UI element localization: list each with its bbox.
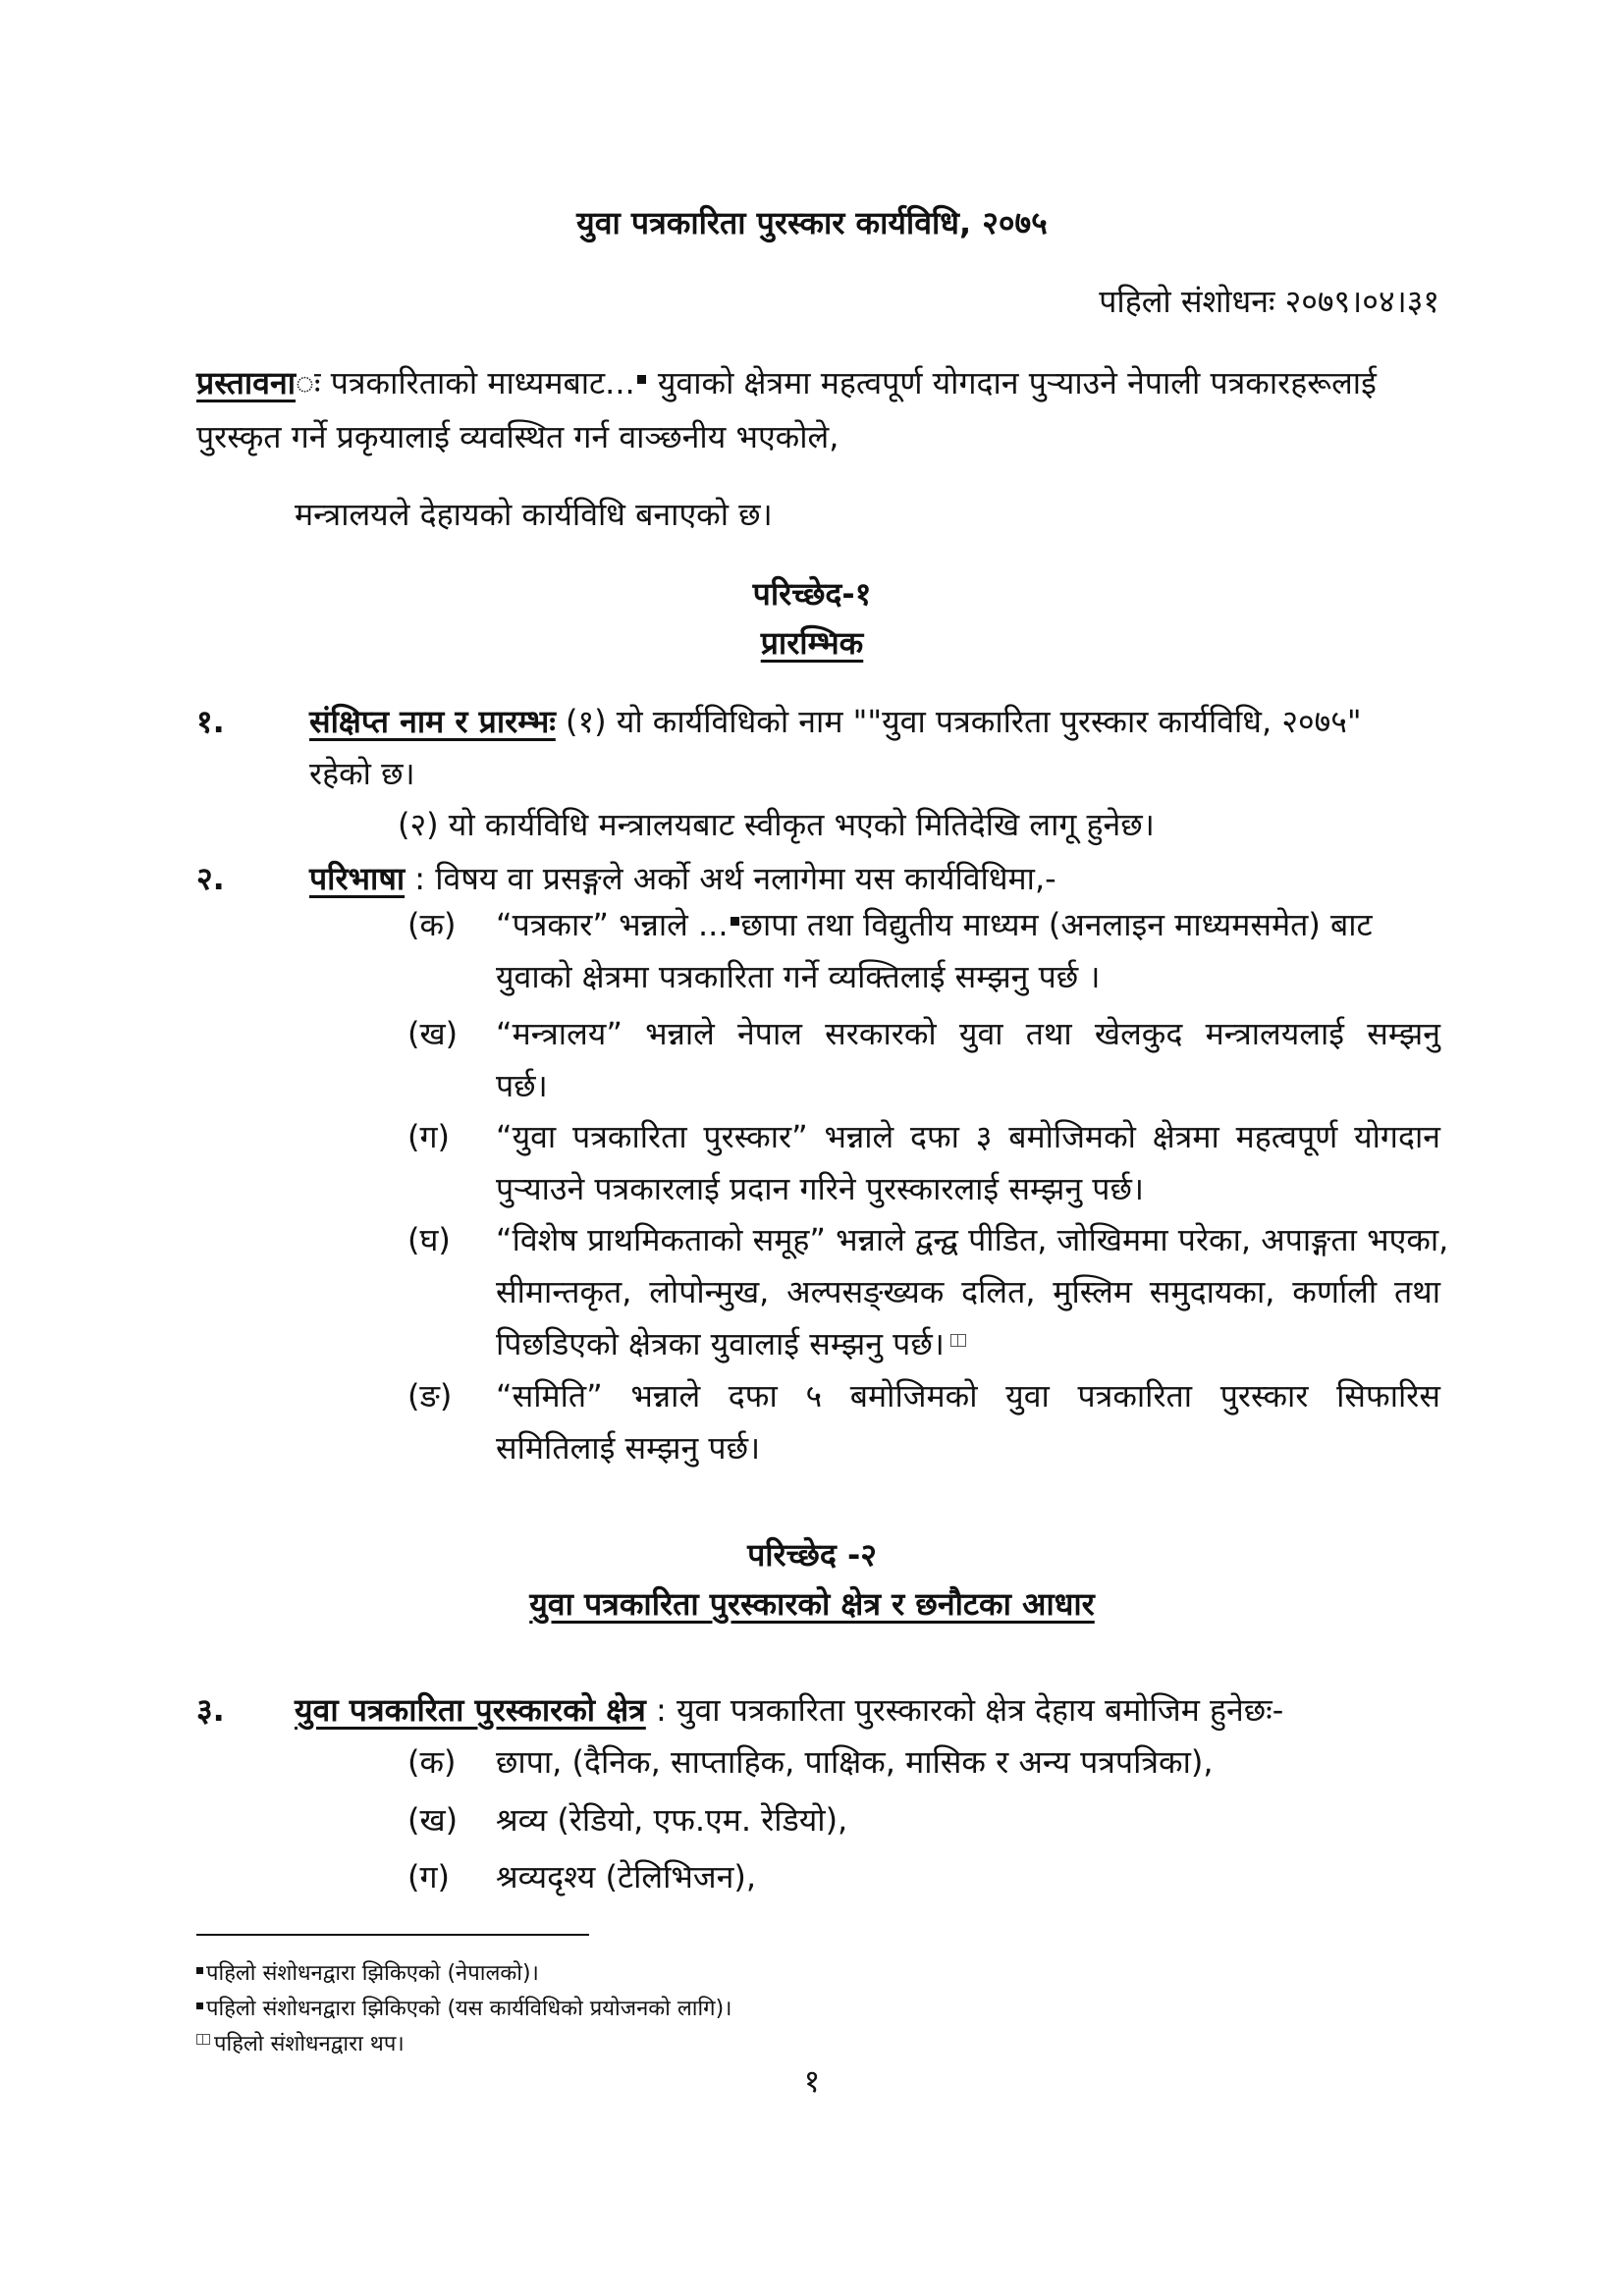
preamble-text-2: युवाको क्षेत्रमा महत्वपूर्ण योगदान पुऱ्याउने नेपाली पत्रकारहरूलाई xyxy=(647,364,1377,401)
section-1-line-1 xyxy=(309,700,1362,742)
section-3-number: ३. xyxy=(196,1691,225,1729)
definition-item-label: (ङ) xyxy=(407,1377,453,1415)
addition-marker-icon xyxy=(196,2034,210,2045)
preamble-line-1 xyxy=(196,361,1439,403)
definition-item-label: (ख) xyxy=(407,1015,459,1052)
amendment-note: पहिलो संशोधनः २०७९।०४।३१ xyxy=(1099,283,1439,320)
definition-item-line: “मन्त्रालय” भन्नाले नेपाल सरकारको युवा तथा खेलकुद मन्त्रालयलाई सम्झनु xyxy=(496,1015,1440,1052)
section-3-heading: युवा पत्रकारिता पुरस्कारको क्षेत्र xyxy=(295,1691,646,1729)
definition-item-line: समितिलाई सम्झनु पर्छ। xyxy=(496,1429,761,1467)
section-1-heading: संक्षिप्त नाम र प्रारम्भः xyxy=(309,703,556,740)
footnote-text: पहिलो संशोधनद्वारा झिकिएको (यस कार्यविधिको प्रयोजनको लागि)। xyxy=(206,1997,732,2021)
scope-item-text: श्रव्यदृश्य (टेलिभिजन), xyxy=(496,1858,757,1896)
definition-item-line: “युवा पत्रकारिता पुरस्कार” भन्नाले दफा ३ बमोजिमको क्षेत्रमा महत्वपूर्ण योगदान xyxy=(496,1118,1440,1155)
footnote-1 xyxy=(196,1957,539,1987)
section-2-heading: परिभाषा xyxy=(309,860,406,897)
section-1-line-2: रहेको छ। xyxy=(309,755,415,792)
footnote-marker-icon xyxy=(637,375,646,384)
scope-item-label: (क) xyxy=(407,1743,457,1781)
footnote-marker-icon xyxy=(731,917,739,926)
definition-item-line xyxy=(496,903,1440,945)
definition-item-line: पर्छ। xyxy=(496,1067,548,1104)
footnote-marker-icon xyxy=(196,2002,203,2009)
scope-item-text: छापा, (दैनिक, साप्ताहिक, पाक्षिक, मासिक र अन्य पत्रपत्रिका), xyxy=(496,1743,1214,1781)
chapter-2-label: परिच्छेद -२ xyxy=(747,1536,877,1574)
document-title: युवा पत्रकारिता पुरस्कार कार्यविधि, २०७५ xyxy=(576,204,1048,241)
definition-item-label: (घ) xyxy=(407,1221,451,1258)
scope-item-text: श्रव्य (रेडियो, एफ.एम. रेडियो), xyxy=(496,1801,848,1839)
preamble-heading: प्रस्तावना xyxy=(196,364,297,401)
definition-item-line: युवाको क्षेत्रमा पत्रकारिता गर्ने व्यक्तिलाई सम्झनु पर्छ । xyxy=(496,958,1101,995)
scope-item-label: (ग) xyxy=(407,1858,450,1896)
footnote-3 xyxy=(196,2028,405,2057)
footnote-text: पहिलो संशोधनद्वारा थप। xyxy=(214,2032,405,2056)
definition-item-line xyxy=(496,1322,966,1364)
footnote-divider xyxy=(196,1934,589,1936)
section-1-number: १. xyxy=(196,703,225,740)
definition-item-line: पुऱ्याउने पत्रकारलाई प्रदान गरिने पुरस्कारलाई सम्झनु पर्छ। xyxy=(496,1170,1145,1207)
definition-item-label: (क) xyxy=(407,906,457,943)
definition-term: “पत्रकार” भन्नाले ... xyxy=(496,906,729,943)
definition-text: छापा तथा विद्युतीय माध्यम (अनलाइन माध्यमसमेत) बाट xyxy=(740,906,1373,943)
preamble-separator: ः xyxy=(296,364,321,401)
enactment-clause: मन्त्रालयले देहायको कार्यविधि बनाएको छ। xyxy=(295,496,773,533)
addition-marker-icon xyxy=(950,1334,966,1347)
definition-text: पिछडिएको क्षेत्रका युवालाई सम्झनु पर्छ। xyxy=(496,1325,945,1362)
scope-item-label: (ख) xyxy=(407,1801,459,1839)
chapter-1-label: परिच्छेद-१ xyxy=(752,575,872,613)
section-3-line-1 xyxy=(295,1688,1283,1731)
footnote-marker-icon xyxy=(196,1967,203,1974)
section-2-number: २. xyxy=(196,860,225,897)
page-number: १ xyxy=(803,2062,821,2100)
footnote-2 xyxy=(196,1993,732,2022)
section-2-line-1 xyxy=(309,857,1056,899)
chapter-1-heading: प्रारम्भिक xyxy=(760,624,864,662)
section-1-subsection-2: (२) यो कार्यविधि मन्त्रालयबाट स्वीकृत भएको मितिदेखि लागू हुनेछ। xyxy=(398,806,1155,843)
preamble-line-2: पुरस्कृत गर्ने प्रकृयालाई व्यवस्थित गर्न वाञ्छनीय भएकोले, xyxy=(196,418,839,455)
section-2-text: : विषय वा प्रसङ्गले अर्को अर्थ नलागेमा यस कार्यविधिमा,- xyxy=(405,860,1056,897)
definition-item-line: “समिति” भन्नाले दफा ५ बमोजिमको युवा पत्रकारिता पुरस्कार सिफारिस xyxy=(496,1377,1440,1415)
chapter-2-heading: युवा पत्रकारिता पुरस्कारको क्षेत्र र छनौटका आधार xyxy=(529,1585,1095,1623)
definition-item-line: “विशेष प्राथमिकताको समूह” भन्नाले द्वन्द्व पीडित, जोखिममा परेका, अपाङ्गता भएका, xyxy=(496,1221,1449,1258)
definition-item-line: सीमान्तकृत, लोपोन्मुख, अल्पसङ्ख्यक दलित, मुस्लिम समुदायका, कर्णाली तथा xyxy=(496,1273,1440,1310)
footnote-text: पहिलो संशोधनद्वारा झिकिएको (नेपालको)। xyxy=(206,1961,539,1986)
definition-item-label: (ग) xyxy=(407,1118,450,1155)
section-1-text: (१) यो कार्यविधिको नाम ""युवा पत्रकारिता पुरस्कार कार्यविधि, २०७५" xyxy=(555,703,1362,740)
preamble-text-1: पत्रकारिताको माध्यमबाट... xyxy=(320,364,635,401)
section-3-text: : युवा पत्रकारिता पुरस्कारको क्षेत्र देहाय बमोजिम हुनेछः- xyxy=(645,1691,1284,1729)
